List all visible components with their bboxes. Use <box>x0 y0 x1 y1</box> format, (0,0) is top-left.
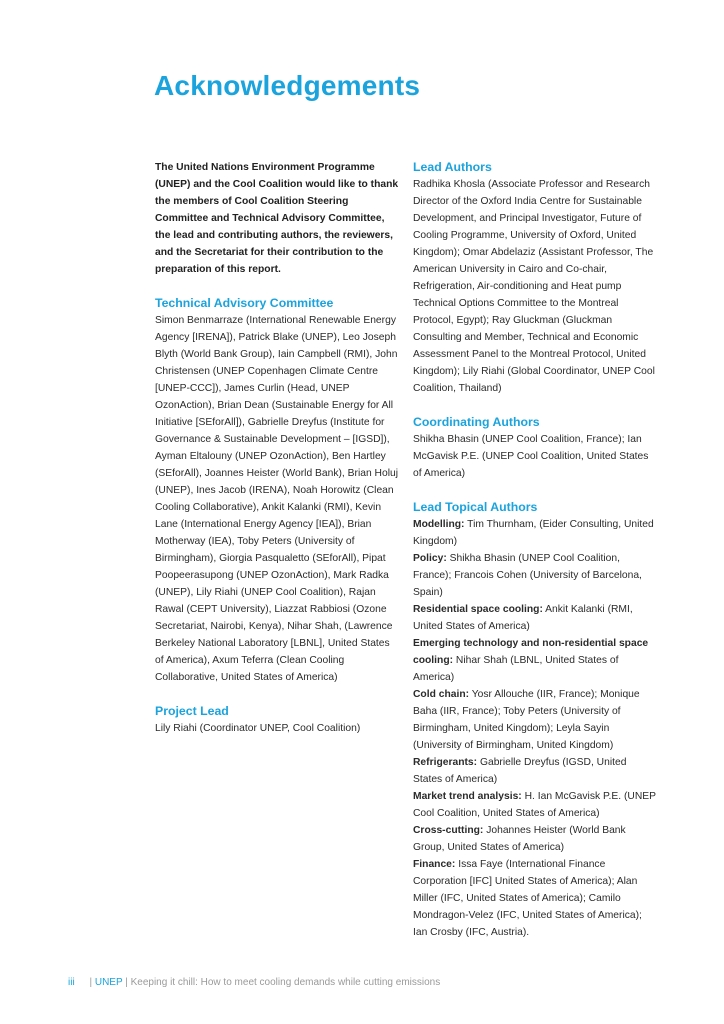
lead-topical-heading: Lead Topical Authors <box>413 500 538 514</box>
topical-text: H. Ian McGavisk P.E. (UNEP Cool Coalition, United States of America) <box>413 791 656 819</box>
topical-label: Refrigerants: <box>413 757 478 768</box>
topical-label: Emerging technology and non-residential space cooling: <box>413 638 649 666</box>
page-title: Acknowledgements <box>154 70 421 101</box>
topical-label: Residential space cooling: <box>413 604 543 615</box>
topical-label: Cross-cutting: <box>413 825 484 836</box>
topical-text: Ankit Kalanki (RMI, United States of America) <box>413 604 633 632</box>
lead-authors-heading: Lead Authors <box>413 160 492 174</box>
tac-members: Simon Benmarraze (International Renewable Energy Agency [IRENA]), Patrick Blake (UNEP), Leo Joseph Blyth (World Bank Group), Iain Campbell (RMI), John Christensen (UNEP Copenhagen Climate Centre [UNEP-CCC]), James Curlin (Head, UNEP OzonAction), Brian Dean (Sustainable Energy for All Initiative [SEforAll]), Gabrielle Dreyfus (Institute for Governance & Sustainable Development – [IGSD]), Ayman Eltalouny (UNEP OzonAction), Ben Hartley (SEforAll), Joannes Heister (World Bank), Brian Holuj (UNEP), Ines Jacob (IRENA), Noah Horowitz (Clean Cooling Collaborative), Ankit Kalanki (RMI), Kevin Lane (International Energy Agency [IEA]), Brian Motherway (IEA), Toby Peters (University of Birmingham), Giorgia Pasqualetto (SEforAll), Pipat Poopeerasupong (UNEP OzonAction), Mark Radka (UNEP), Lily Riahi (UNEP Cool Coalition), Rajan Rawal (CEPT University), Liazzat Rabbiosi (Ozone Secretariat, Nairobi, Kenya), Nihar Shah, (Lawrence Berkeley National Laboratory [LBNL], United States of America), Axum Teferra (Clean Cooling Collaborative, United States of America) <box>155 315 399 683</box>
coordinating-authors-heading: Coordinating Authors <box>413 415 540 429</box>
topical-text: Gabrielle Dreyfus (IGSD, United States of America) <box>413 757 627 785</box>
topical-item <box>413 550 658 601</box>
coordinating-authors-text: Shikha Bhasin (UNEP Cool Coalition, France); Ian McGavisk P.E. (UNEP Cool Coalition, United States of America) <box>413 434 649 479</box>
project-lead-text: Lily Riahi (Coordinator UNEP, Cool Coalition) <box>155 723 361 734</box>
topical-item <box>413 822 658 856</box>
intro-paragraph: The United Nations Environment Programme (UNEP) and the Cool Coalition would like to thank the members of Cool Coalition Steering Committee and Technical Advisory Committee, the lead and contributing authors, the reviewers, and the Secretariat for their contribution to the preparation of this report. <box>155 162 399 275</box>
footer-separator: | <box>89 977 93 988</box>
topical-item <box>413 788 658 822</box>
topical-label: Modelling: <box>413 519 465 530</box>
topical-item <box>413 516 658 550</box>
project-lead-heading: Project Lead <box>155 704 229 718</box>
lead-authors-text: Radhika Khosla (Associate Professor and Research Director of the Oxford India Centre for Sustainable Development, and Principal Investigator, Future of Cooling Programme, University of Oxford, United Kingdom); Omar Abdelaziz (Assistant Professor, The American University in Cairo and Co-chair, Refrigeration, Air-conditioning and Heat pump Technical Options Committee to the Montreal Protocol, Egypt); Ray Gluckman (Gluckman Consulting and Member, Technical and Economic Assessment Panel to the Montreal Protocol, United Kingdom); Lily Riahi (Global Coordinator, UNEP Cool Coalition, Thailand) <box>413 179 655 394</box>
topical-item <box>413 856 658 941</box>
topical-item <box>413 754 658 788</box>
topical-label: Policy: <box>413 553 447 564</box>
footer-report-title: | Keeping it chill: How to meet cooling demands while cutting emissions <box>125 977 441 988</box>
topical-label: Cold chain: <box>413 689 470 700</box>
footer-org: UNEP <box>94 977 123 988</box>
topical-text: Shikha Bhasin (UNEP Cool Coalition, France); Francois Cohen (University of Barcelona, Spain) <box>413 553 642 598</box>
page-number: iii <box>68 977 75 988</box>
lead-topical-list <box>413 516 658 941</box>
right-column <box>413 159 658 941</box>
topical-text: Tim Thurnham, (Eider Consulting, United Kingdom) <box>413 519 654 547</box>
topical-label: Market trend analysis: <box>413 791 522 802</box>
topical-item <box>413 635 658 686</box>
topical-item <box>413 686 658 754</box>
topical-text: Nihar Shah (LBNL, United States of America) <box>413 655 619 683</box>
topical-text: Yosr Allouche (IIR, France); Monique Baha (IIR, France); Toby Peters (University of Birmingham, United Kingdom); Leyla Sayin (University of Birmingham, United Kingdom) <box>413 689 640 751</box>
topical-text: Issa Faye (International Finance Corporation [IFC] United States of America); Alan Miller (IFC, United States of America); Camilo Mondragon-Velez (IFC, United States of America); Ian Crosby (IFC, Austria). <box>413 859 642 938</box>
topical-text: Johannes Heister (World Bank Group, United States of America) <box>413 825 626 853</box>
topical-item <box>413 601 658 635</box>
left-column <box>155 159 400 737</box>
tac-heading: Technical Advisory Committee <box>155 296 334 310</box>
topical-label: Finance: <box>413 859 456 870</box>
page-footer <box>68 977 440 988</box>
